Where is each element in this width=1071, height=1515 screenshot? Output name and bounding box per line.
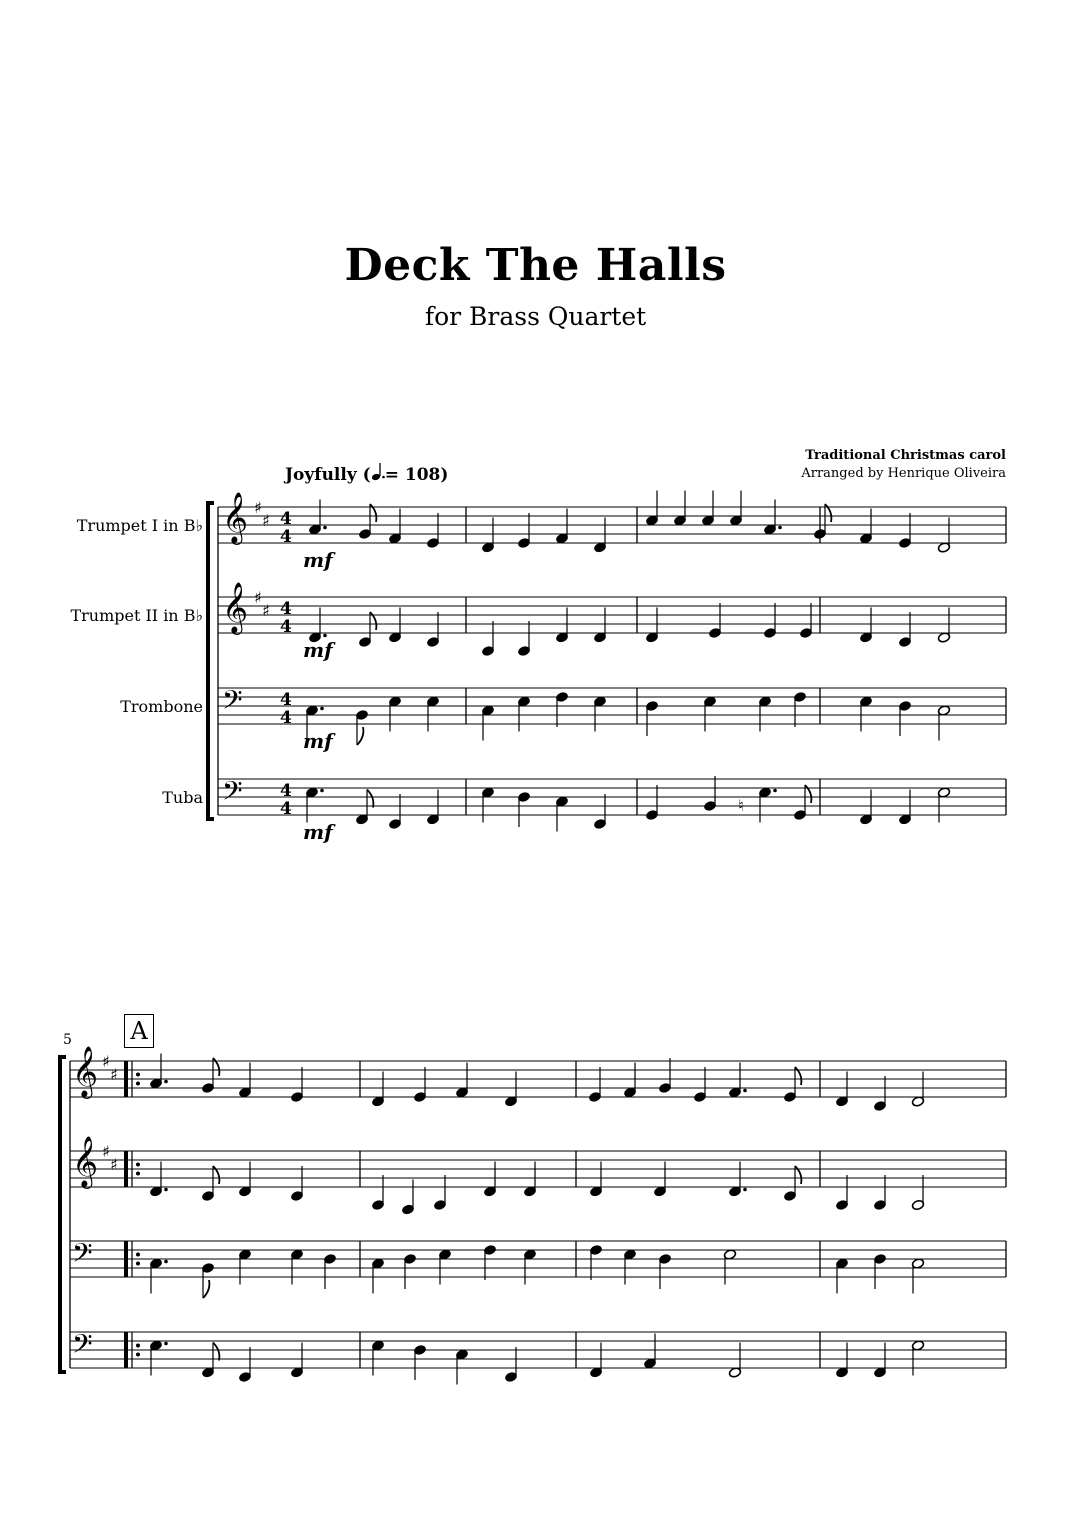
augmentation-dot: [778, 526, 782, 530]
note-flag: [203, 1280, 209, 1298]
repeat-dot: [136, 1353, 140, 1357]
tempo-bpm: = 108): [384, 465, 449, 485]
repeat-dot: [136, 1073, 140, 1077]
repeat-dot: [136, 1344, 140, 1348]
dynamic-marking: mf: [303, 548, 333, 572]
rehearsal-mark: A: [124, 1014, 154, 1048]
system-bracket: [60, 1057, 66, 1372]
sharp-icon: ♯: [254, 588, 262, 607]
time-signature-denominator: 4: [280, 527, 292, 547]
augmentation-dot: [164, 1188, 168, 1192]
measure-number: 5: [63, 1032, 72, 1048]
augmentation-dot: [320, 707, 324, 711]
instrument-label-tuba: Tuba: [162, 788, 203, 807]
bass-clef-icon: 𝄢: [222, 684, 243, 722]
augmentation-dot: [323, 634, 327, 638]
dynamic-marking: mf: [303, 638, 333, 662]
repeat-dot: [136, 1172, 140, 1176]
note-flag: [367, 790, 373, 808]
time-signature-denominator: 4: [280, 799, 292, 819]
treble-clef-icon: 𝄞: [72, 1136, 99, 1187]
repeat-dot: [136, 1163, 140, 1167]
time-signature-denominator: 4: [280, 617, 292, 637]
augmentation-dot: [320, 789, 324, 793]
augmentation-dot: [773, 789, 777, 793]
repeat-dot: [136, 1262, 140, 1266]
dynamic-marking: mf: [303, 820, 333, 844]
bass-clef-icon: 𝄢: [72, 1237, 93, 1275]
instrument-label-trumpet-1: Trumpet I in B♭: [76, 516, 203, 535]
treble-clef-icon: 𝄞: [72, 1046, 99, 1097]
augmentation-dot: [743, 1089, 747, 1093]
augmentation-dot: [323, 526, 327, 530]
repeat-dot: [136, 1253, 140, 1257]
sharp-icon: ♯: [262, 511, 270, 530]
treble-clef-icon: 𝄞: [222, 492, 249, 543]
augmentation-dot: [164, 1260, 168, 1264]
bass-clef-icon: 𝄢: [222, 775, 243, 813]
bass-clef-icon: 𝄢: [72, 1328, 93, 1366]
natural-icon: ♮: [738, 796, 744, 815]
score-subtitle: for Brass Quartet: [424, 302, 647, 331]
tempo-text: Joyfully (: [285, 465, 371, 485]
time-signature-numerator: 4: [280, 781, 292, 801]
sharp-icon: ♯: [110, 1065, 118, 1084]
instrument-label-trombone: Trombone: [120, 697, 203, 716]
note-flag: [357, 727, 363, 745]
dynamic-marking: mf: [303, 729, 333, 753]
sharp-icon: ♯: [102, 1052, 110, 1071]
augmentation-dot: [164, 1342, 168, 1346]
sharp-icon: ♯: [102, 1142, 110, 1161]
treble-clef-icon: 𝄞: [222, 582, 249, 633]
score-title: Deck The Halls: [344, 240, 727, 291]
repeat-dot: [136, 1082, 140, 1086]
augmentation-dot: [743, 1188, 747, 1192]
system-bracket: [208, 503, 214, 819]
time-signature-numerator: 4: [280, 509, 292, 529]
time-signature-numerator: 4: [280, 599, 292, 619]
sharp-icon: ♯: [262, 601, 270, 620]
augmentation-dot: [164, 1080, 168, 1084]
composer-credit: Traditional Christmas carol: [805, 448, 1006, 463]
time-signature-denominator: 4: [280, 708, 292, 728]
time-signature-numerator: 4: [280, 690, 292, 710]
sharp-icon: ♯: [254, 498, 262, 517]
instrument-label-trumpet-2: Trumpet II in B♭: [70, 606, 203, 625]
note-flag: [213, 1343, 219, 1361]
sharp-icon: ♯: [110, 1155, 118, 1174]
arranger-credit: Arranged by Henrique Oliveira: [801, 466, 1006, 481]
